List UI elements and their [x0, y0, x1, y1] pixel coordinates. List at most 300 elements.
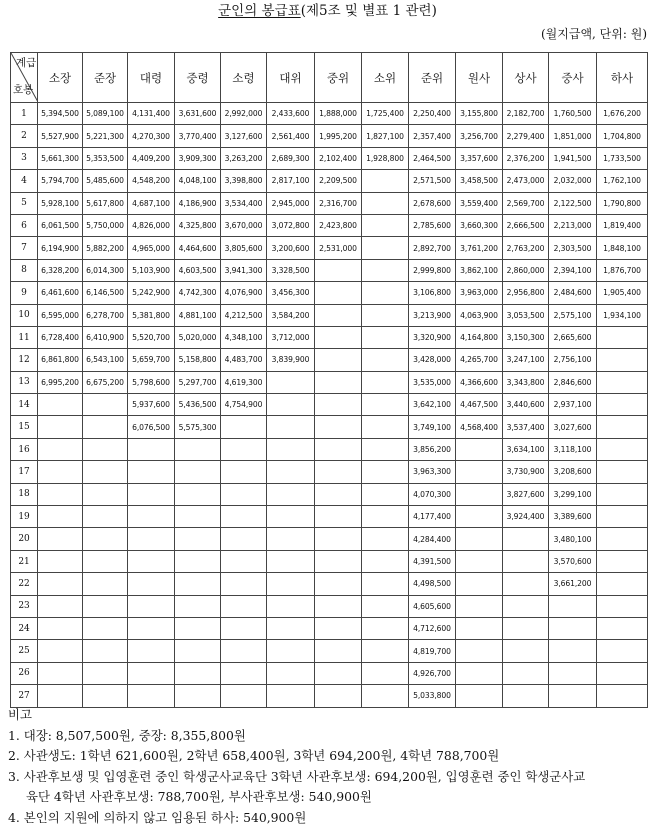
salary-cell: 2,569,700 [503, 192, 549, 214]
salary-cell [456, 506, 503, 528]
salary-cell: 3,456,300 [267, 282, 315, 304]
salary-cell: 3,660,300 [456, 214, 503, 236]
salary-cell [83, 483, 128, 505]
salary-cell: 6,328,200 [38, 259, 83, 281]
salary-cell [362, 461, 409, 483]
salary-cell: 2,394,100 [549, 259, 597, 281]
salary-cell: 6,410,900 [83, 326, 128, 348]
salary-cell: 3,106,800 [409, 282, 456, 304]
salary-cell [38, 617, 83, 639]
step-number: 17 [11, 461, 38, 483]
salary-cell: 2,561,400 [267, 125, 315, 147]
step-number: 21 [11, 550, 38, 572]
salary-cell [83, 662, 128, 684]
salary-cell: 5,750,000 [83, 214, 128, 236]
salary-cell [315, 506, 362, 528]
salary-cell [175, 550, 221, 572]
salary-cell [128, 550, 175, 572]
salary-cell: 4,070,300 [409, 483, 456, 505]
step-number: 22 [11, 573, 38, 595]
rank-header: 준장 [83, 53, 128, 103]
salary-cell: 2,250,400 [409, 103, 456, 125]
salary-cell: 5,020,000 [175, 326, 221, 348]
salary-cell: 4,605,600 [409, 595, 456, 617]
note-line-2: 2. 사관생도: 1학년 621,600원, 2학년 658,400원, 3학년 694,200원, 4학년 788,700원 [8, 748, 500, 763]
salary-cell [362, 282, 409, 304]
salary-cell [128, 528, 175, 550]
salary-cell [83, 640, 128, 662]
salary-cell: 4,284,400 [409, 528, 456, 550]
salary-cell [83, 573, 128, 595]
rank-header: 소위 [362, 53, 409, 103]
salary-cell [128, 617, 175, 639]
table-row [11, 550, 648, 572]
salary-cell [38, 550, 83, 572]
rank-header: 대령 [128, 53, 175, 103]
salary-cell [315, 416, 362, 438]
salary-cell [315, 483, 362, 505]
table-row [11, 506, 648, 528]
salary-cell [267, 461, 315, 483]
salary-cell [315, 528, 362, 550]
salary-cell [503, 528, 549, 550]
salary-cell [267, 416, 315, 438]
salary-cell [83, 416, 128, 438]
salary-cell: 4,186,900 [175, 192, 221, 214]
salary-cell [362, 349, 409, 371]
salary-cell [83, 394, 128, 416]
salary-cell: 1,851,000 [549, 125, 597, 147]
salary-cell: 3,357,600 [456, 147, 503, 169]
salary-cell [175, 528, 221, 550]
salary-cell: 1,941,500 [549, 147, 597, 169]
salary-cell [267, 438, 315, 460]
salary-cell: 2,756,100 [549, 349, 597, 371]
salary-cell [456, 595, 503, 617]
step-number: 23 [11, 595, 38, 617]
salary-cell [597, 550, 648, 572]
salary-cell: 6,728,400 [38, 326, 83, 348]
salary-cell: 3,770,400 [175, 125, 221, 147]
salary-cell: 3,150,300 [503, 326, 549, 348]
table-row [11, 147, 648, 169]
salary-cell [267, 394, 315, 416]
salary-cell: 5,798,600 [128, 371, 175, 393]
salary-cell: 4,467,500 [456, 394, 503, 416]
salary-cell: 4,754,900 [221, 394, 267, 416]
salary-cell: 3,827,600 [503, 483, 549, 505]
salary-cell [549, 640, 597, 662]
salary-cell [83, 685, 128, 707]
salary-cell: 3,749,100 [409, 416, 456, 438]
salary-cell: 2,937,100 [549, 394, 597, 416]
salary-cell: 3,208,600 [549, 461, 597, 483]
salary-cell: 4,366,600 [456, 371, 503, 393]
salary-cell [267, 483, 315, 505]
step-number: 9 [11, 282, 38, 304]
salary-cell [175, 662, 221, 684]
salary-cell: 3,398,800 [221, 170, 267, 192]
salary-cell [221, 662, 267, 684]
salary-cell [597, 349, 648, 371]
salary-cell: 3,247,100 [503, 349, 549, 371]
table-row [11, 192, 648, 214]
salary-cell: 4,483,700 [221, 349, 267, 371]
title-suffix: (제5조 및 별표 1 관련) [300, 3, 437, 19]
salary-cell: 2,992,000 [221, 103, 267, 125]
salary-cell: 1,760,500 [549, 103, 597, 125]
salary-cell: 5,436,500 [175, 394, 221, 416]
salary-cell: 5,089,100 [83, 103, 128, 125]
salary-cell: 3,328,500 [267, 259, 315, 281]
salary-cell: 2,182,700 [503, 103, 549, 125]
salary-cell [362, 528, 409, 550]
table-row [11, 394, 648, 416]
salary-cell: 4,131,400 [128, 103, 175, 125]
salary-cell [83, 595, 128, 617]
salary-cell: 3,570,600 [549, 550, 597, 572]
salary-cell: 2,303,500 [549, 237, 597, 259]
salary-cell: 2,316,700 [315, 192, 362, 214]
rank-header: 원사 [456, 53, 503, 103]
salary-cell: 1,762,100 [597, 170, 648, 192]
title-main: 군인의 봉급표 [218, 3, 301, 19]
salary-cell: 2,571,500 [409, 170, 456, 192]
salary-cell [597, 617, 648, 639]
step-number: 2 [11, 125, 38, 147]
salary-cell [128, 595, 175, 617]
salary-cell: 4,164,800 [456, 326, 503, 348]
step-number: 27 [11, 685, 38, 707]
salary-cell [503, 573, 549, 595]
salary-cell [315, 438, 362, 460]
step-number: 15 [11, 416, 38, 438]
table-row [11, 662, 648, 684]
step-number: 16 [11, 438, 38, 460]
salary-cell [362, 214, 409, 236]
note-line-3-cont: 육단 4학년 사관후보생: 788,700원, 부사관후보생: 540,900원 [26, 789, 372, 804]
salary-cell [267, 662, 315, 684]
salary-cell: 3,155,800 [456, 103, 503, 125]
salary-cell [597, 528, 648, 550]
salary-cell [315, 662, 362, 684]
step-number: 4 [11, 170, 38, 192]
salary-cell [38, 573, 83, 595]
salary-cell: 6,861,800 [38, 349, 83, 371]
salary-cell: 4,819,700 [409, 640, 456, 662]
salary-cell: 3,299,100 [549, 483, 597, 505]
salary-cell: 4,265,700 [456, 349, 503, 371]
salary-cell: 6,061,500 [38, 214, 83, 236]
salary-cell: 1,725,400 [362, 103, 409, 125]
step-number: 10 [11, 304, 38, 326]
table-row [11, 640, 648, 662]
salary-cell: 4,325,800 [175, 214, 221, 236]
salary-cell: 3,118,100 [549, 438, 597, 460]
step-number: 24 [11, 617, 38, 639]
salary-cell: 4,177,400 [409, 506, 456, 528]
salary-cell: 3,256,700 [456, 125, 503, 147]
step-number: 12 [11, 349, 38, 371]
salary-cell: 6,014,300 [83, 259, 128, 281]
table-row [11, 528, 648, 550]
step-number: 11 [11, 326, 38, 348]
salary-cell: 2,279,400 [503, 125, 549, 147]
salary-cell: 2,956,800 [503, 282, 549, 304]
salary-cell [597, 371, 648, 393]
step-number: 18 [11, 483, 38, 505]
rank-header: 중위 [315, 53, 362, 103]
salary-cell [597, 326, 648, 348]
salary-cell: 2,464,500 [409, 147, 456, 169]
salary-cell: 2,892,700 [409, 237, 456, 259]
salary-cell [456, 550, 503, 572]
salary-cell: 2,846,600 [549, 371, 597, 393]
salary-cell: 2,122,500 [549, 192, 597, 214]
salary-cell: 4,548,200 [128, 170, 175, 192]
step-number: 7 [11, 237, 38, 259]
salary-cell [83, 617, 128, 639]
salary-cell [456, 483, 503, 505]
salary-cell: 3,440,600 [503, 394, 549, 416]
salary-cell [175, 461, 221, 483]
salary-cell [221, 438, 267, 460]
salary-cell [267, 371, 315, 393]
salary-cell [175, 573, 221, 595]
salary-cell [38, 483, 83, 505]
salary-cell: 3,642,100 [409, 394, 456, 416]
salary-cell: 4,391,500 [409, 550, 456, 572]
salary-cell [597, 573, 648, 595]
table-row [11, 617, 648, 639]
salary-cell [221, 528, 267, 550]
salary-cell: 3,634,100 [503, 438, 549, 460]
salary-cell [362, 685, 409, 707]
salary-cell [175, 595, 221, 617]
salary-cell [83, 506, 128, 528]
salary-cell: 2,209,500 [315, 170, 362, 192]
rank-header: 상사 [503, 53, 549, 103]
salary-cell: 5,794,700 [38, 170, 83, 192]
salary-cell [362, 438, 409, 460]
rank-header: 소장 [38, 53, 83, 103]
salary-cell [38, 528, 83, 550]
salary-cell: 6,194,900 [38, 237, 83, 259]
salary-cell [83, 461, 128, 483]
salary-cell [362, 640, 409, 662]
salary-cell: 3,661,200 [549, 573, 597, 595]
salary-cell [362, 550, 409, 572]
salary-cell [315, 617, 362, 639]
salary-cell [267, 506, 315, 528]
step-number: 26 [11, 662, 38, 684]
salary-cell: 5,520,700 [128, 326, 175, 348]
salary-cell [362, 371, 409, 393]
salary-cell [549, 685, 597, 707]
salary-cell: 3,761,200 [456, 237, 503, 259]
salary-cell: 2,423,800 [315, 214, 362, 236]
step-number: 1 [11, 103, 38, 125]
salary-cell: 5,485,600 [83, 170, 128, 192]
salary-cell [83, 550, 128, 572]
salary-cell [38, 394, 83, 416]
salary-cell: 1,934,100 [597, 304, 648, 326]
salary-cell [267, 528, 315, 550]
step-number: 3 [11, 147, 38, 169]
salary-cell: 1,733,500 [597, 147, 648, 169]
salary-cell [38, 438, 83, 460]
salary-cell: 3,559,400 [456, 192, 503, 214]
salary-cell [315, 685, 362, 707]
salary-cell [597, 595, 648, 617]
salary-cell [83, 528, 128, 550]
salary-cell [597, 394, 648, 416]
salary-cell: 1,928,800 [362, 147, 409, 169]
salary-cell [597, 483, 648, 505]
salary-cell [362, 170, 409, 192]
salary-cell: 2,763,200 [503, 237, 549, 259]
rank-header: 소령 [221, 53, 267, 103]
salary-cell: 3,584,200 [267, 304, 315, 326]
salary-cell: 2,032,000 [549, 170, 597, 192]
salary-cell: 5,527,900 [38, 125, 83, 147]
salary-cell [456, 685, 503, 707]
salary-cell [128, 461, 175, 483]
salary-cell [503, 550, 549, 572]
salary-cell [456, 573, 503, 595]
table-row [11, 349, 648, 371]
header-row [11, 53, 648, 103]
salary-cell: 4,619,300 [221, 371, 267, 393]
salary-cell: 4,464,600 [175, 237, 221, 259]
salary-cell: 5,158,800 [175, 349, 221, 371]
salary-cell [362, 326, 409, 348]
table-row [11, 125, 648, 147]
salary-cell: 4,270,300 [128, 125, 175, 147]
salary-cell: 3,805,600 [221, 237, 267, 259]
salary-cell: 3,480,100 [549, 528, 597, 550]
salary-cell: 2,433,600 [267, 103, 315, 125]
salary-cell [362, 506, 409, 528]
salary-cell [503, 617, 549, 639]
salary-cell: 4,212,500 [221, 304, 267, 326]
salary-cell: 3,670,000 [221, 214, 267, 236]
salary-cell [456, 528, 503, 550]
salary-cell [175, 438, 221, 460]
salary-table-body [11, 103, 648, 708]
salary-cell: 3,839,900 [267, 349, 315, 371]
salary-cell: 5,381,800 [128, 304, 175, 326]
step-number: 25 [11, 640, 38, 662]
salary-table [10, 52, 648, 708]
salary-cell: 1,819,400 [597, 214, 648, 236]
salary-cell: 3,862,100 [456, 259, 503, 281]
salary-cell: 3,428,000 [409, 349, 456, 371]
salary-cell [175, 617, 221, 639]
salary-cell [315, 640, 362, 662]
step-number: 6 [11, 214, 38, 236]
salary-cell: 3,537,400 [503, 416, 549, 438]
salary-cell: 5,353,500 [83, 147, 128, 169]
salary-cell [267, 617, 315, 639]
rank-header: 준위 [409, 53, 456, 103]
salary-cell [362, 483, 409, 505]
salary-cell [597, 685, 648, 707]
salary-cell [315, 573, 362, 595]
salary-cell [221, 573, 267, 595]
unit-note: (월지급액, 단위: 원) [541, 27, 647, 41]
table-row [11, 304, 648, 326]
salary-cell [549, 662, 597, 684]
salary-cell: 3,941,300 [221, 259, 267, 281]
salary-cell: 4,348,100 [221, 326, 267, 348]
salary-cell [315, 326, 362, 348]
salary-cell: 3,856,200 [409, 438, 456, 460]
salary-cell: 6,995,200 [38, 371, 83, 393]
salary-cell: 4,603,500 [175, 259, 221, 281]
salary-cell: 4,881,100 [175, 304, 221, 326]
salary-cell [221, 506, 267, 528]
salary-cell: 2,945,000 [267, 192, 315, 214]
salary-cell [221, 416, 267, 438]
step-number: 8 [11, 259, 38, 281]
salary-cell [175, 640, 221, 662]
salary-cell [128, 438, 175, 460]
salary-cell: 3,027,600 [549, 416, 597, 438]
salary-cell: 5,659,700 [128, 349, 175, 371]
salary-cell [38, 685, 83, 707]
salary-cell [597, 662, 648, 684]
salary-cell [362, 259, 409, 281]
rank-header: 하사 [597, 53, 648, 103]
salary-cell: 5,937,600 [128, 394, 175, 416]
salary-cell: 3,963,000 [456, 282, 503, 304]
table-row [11, 595, 648, 617]
step-number: 14 [11, 394, 38, 416]
salary-cell [221, 550, 267, 572]
salary-cell [362, 304, 409, 326]
step-number: 5 [11, 192, 38, 214]
salary-cell [38, 595, 83, 617]
salary-cell [456, 438, 503, 460]
table-row [11, 214, 648, 236]
salary-cell: 2,785,600 [409, 214, 456, 236]
notes-section [8, 705, 653, 828]
step-number: 20 [11, 528, 38, 550]
salary-cell [315, 394, 362, 416]
salary-cell [128, 685, 175, 707]
salary-cell: 4,742,300 [175, 282, 221, 304]
salary-cell: 3,730,900 [503, 461, 549, 483]
salary-cell: 4,712,600 [409, 617, 456, 639]
salary-cell [362, 394, 409, 416]
salary-cell: 2,531,000 [315, 237, 362, 259]
salary-cell [597, 438, 648, 460]
salary-cell [128, 573, 175, 595]
salary-cell: 2,575,100 [549, 304, 597, 326]
salary-cell: 3,072,800 [267, 214, 315, 236]
salary-cell [175, 685, 221, 707]
salary-cell: 5,221,300 [83, 125, 128, 147]
salary-cell [38, 662, 83, 684]
notes-heading: 비고 [8, 707, 32, 722]
salary-cell [221, 595, 267, 617]
salary-cell [597, 640, 648, 662]
salary-cell [503, 662, 549, 684]
salary-cell [267, 573, 315, 595]
table-row [11, 438, 648, 460]
salary-cell [221, 685, 267, 707]
